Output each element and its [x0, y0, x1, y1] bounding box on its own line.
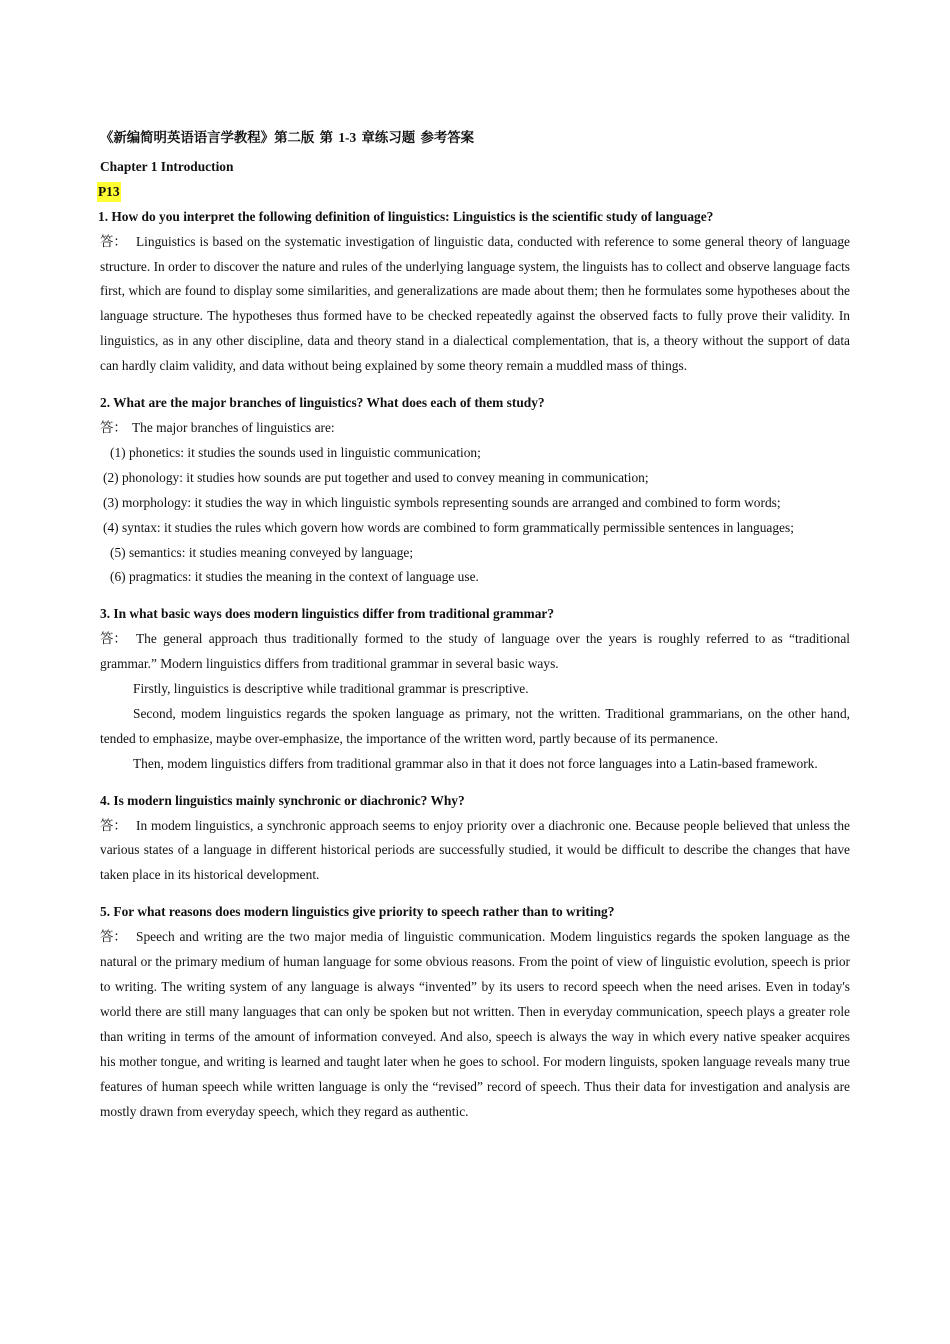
question-1: 1. How do you interpret the following definition of linguistics: Linguistics is the scientific study of language?: [98, 208, 714, 224]
answer-5-text: Speech and writing are the two major media of linguistic communication. Modem linguistics regards the spoken language as the natural or the primary medium of human language for some obvious reasons. From the point of view of linguistic evolution, speech is prior to writing. The writing system of any language is always “invented” by its users to record speech when the need arises. Even in today's world there are still many languages that can only be spoken but not written. Then in everyday communication, speech plays a greater role than writing in terms of the amount of information conveyed. And also, speech is always the way in which every native speaker acquires his mother tongue, and writing is learned and taught later when he goes to school. For modern linguists, spoken language reveals many true features of human speech while written language is only the “revised” record of speech. Thus their data for investigation and analysis are mostly drawn from everyday speech, which they regard as authentic.: [100, 929, 850, 1119]
document-title: 《新编简明英语语言学教程》第二版 第 1-3 章练习题 参考答案: [100, 130, 475, 145]
branch-item-phonology: (2) phonology: it studies how sounds are put together and used to convey meaning in communication;: [103, 469, 649, 485]
question-3: 3. In what basic ways does modern linguistics differ from traditional grammar?: [100, 606, 555, 622]
answer-3-paragraph-3: Then, modem linguistics differs from traditional grammar also in that it does not force languages into a Latin-based framework.: [133, 755, 818, 771]
answer-3-text: The general approach thus traditionally formed to the study of language over the years is roughly referred to as “traditional grammar.” Modern linguistics differs from traditional grammar in several basic ways.: [100, 631, 850, 672]
answer-label: 答：: [100, 419, 127, 435]
page-reference-highlight: P13: [97, 182, 121, 202]
branch-item-syntax: (4) syntax: it studies the rules which govern how words are combined to form grammatically permissible sentences in languages;: [103, 519, 794, 535]
question-5: 5. For what reasons does modern linguistics give priority to speech rather than to writing?: [100, 904, 615, 920]
answer-3-paragraph-1: Firstly, linguistics is descriptive while traditional grammar is prescriptive.: [133, 681, 529, 697]
answer-1: [100, 230, 850, 379]
answer-label: 答：: [100, 929, 127, 945]
document-page: [100, 126, 850, 1124]
question-4: 4. Is modern linguistics mainly synchronic or diachronic? Why?: [100, 792, 465, 808]
answer-4: [100, 814, 850, 889]
branch-item-pragmatics: (6) pragmatics: it studies the meaning in the context of language use.: [110, 569, 479, 585]
answer-2: [100, 416, 850, 441]
answer-label: 答：: [100, 233, 127, 249]
answer-5: [100, 925, 850, 1124]
answer-4-text: In modem linguistics, a synchronic approach seems to enjoy priority over a diachronic one. Because people believed that unless the various states of a language in different historical periods are successfully studied, it would be difficult to describe the changes that have taken place in its historical development.: [100, 817, 850, 883]
answer-label: 答：: [100, 631, 127, 647]
answer-3-paragraph-2: Second, modem linguistics regards the spoken language as primary, not the written. Traditional grammarians, on the other hand, tended to emphasize, maybe over-emphasize, the importance of the written word, partly because of its permanence.: [100, 705, 850, 746]
branch-item-semantics: (5) semantics: it studies meaning conveyed by language;: [110, 544, 414, 560]
answer-2-text: The major branches of linguistics are:: [132, 419, 335, 435]
answer-1-text: Linguistics is based on the systematic investigation of linguistic data, conducted with reference to some general theory of language structure. In order to discover the nature and rules of the underlying language system, the linguists has to collect and observe language facts first, which are found to display some similarities, and generalizations are made about them; then he formulates some hypotheses about the language structure. The hypotheses thus formed have to be checked repeatedly against the observed facts to fully prove their validity. In linguistics, as in any other discipline, data and theory stand in a dialectical complementation, that is, a theory without the support of data can hardly claim validity, and data without being explained by some theory remain a muddled mass of things.: [100, 233, 850, 374]
chapter-heading: Chapter 1 Introduction: [100, 158, 234, 174]
branch-item-morphology: (3) morphology: it studies the way in which linguistic symbols representing sounds are arranged and combined to form words;: [103, 494, 781, 510]
question-2: 2. What are the major branches of linguistics? What does each of them study?: [100, 395, 545, 411]
answer-label: 答：: [100, 817, 127, 833]
branch-item-phonetics: (1) phonetics: it studies the sounds used in linguistic communication;: [110, 444, 481, 460]
answer-3: [100, 627, 850, 677]
